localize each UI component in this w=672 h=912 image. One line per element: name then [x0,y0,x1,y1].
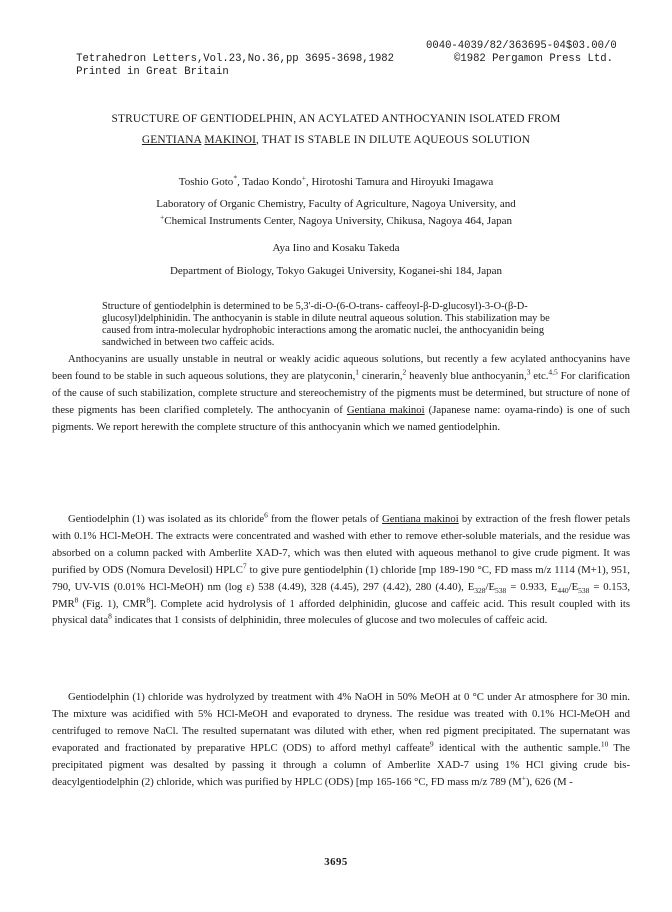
printed-note: Printed in Great Britain [76,66,229,78]
ref-6: 6 [264,510,268,520]
paragraph-1 [52,351,630,436]
ref-10: 10 [600,739,609,749]
body-text-run: ]. Complete acid hydrolysis of 1 afforded delphinidin, glucose and caffeic acid. This result coupled with its physical data [52,597,630,627]
title-species: MAKINOI [204,134,257,146]
paragraph-3 [52,689,630,790]
body-text-run: /E [485,580,496,593]
abstract: Structure of gentiodelphin is determined to be 5,3'-di-O-(6-O-trans- caffeoyl-β-D-glucosyl)-3-O-(β-D-glucosyl)delphinidin. The anthocyanin is stable in dilute neutral aqueous solution. This stabilization may be caused from intra-molecular hydrophobic interactions among the aromatic nuclei, the anthocyanidin being sandwiched in between two caffeic acids. [102,301,550,348]
body-text-run: Anthocyanins are usually unstable in neutral or weakly acidic aqueous solutions, but recently a few acylated anthocyanins have been found to be stable in such aqueous solutions, they are platyconin, [52,353,630,382]
body-text-run: indicates that 1 consists of delphinidin, three molecules of glucose and two molecules of caffeic acid. [111,614,548,627]
ref-4-5: 4,5 [548,367,558,377]
title-line-2-rest: , THAT IS STABLE IN DILUTE AQUEOUS SOLUTION [256,134,531,146]
ref-8a: 8 [74,594,79,604]
body-text-run: cinerarin, [359,369,403,382]
body-text-run: 538 [495,585,507,595]
dagger-mark-2: + [160,212,165,222]
ref-9: 9 [429,739,434,749]
paragraph-2 [52,511,630,629]
body-text-run: = 0.153, PMR [52,580,631,610]
author-rest: , Hirotoshi Tamura and Hiroyuki Imagawa [306,176,494,188]
ref-8b: 8 [146,594,151,604]
body-text-run: identical with the authentic sample. [433,741,601,754]
author-list-2: Aya Iino and Kosaku Takeda [272,242,400,254]
body-text-run: Gentiodelphin (1) chloride was hydrolyzed by treatment with 4% NaOH in 50% MeOH at 0 °C under Ar atmosphere for 30 min. The mixture was acidified with 5% HCl-MeOH and evaporated to dryness. The residue was treated with 0.1% HCl-MeOH and centrifuged to remove NaCl. The resulted supernatant was diluted with ether, when red pigment precipitated. The supernatant was evaporated and fractionated by preparative HPLC (ODS) to afford methyl caffeate [52,691,630,754]
ref-7: 7 [242,561,247,571]
title-line-2 [40,130,632,151]
body-text-run: The precipitated pigment was desalted by passing it through a column of Amberlite XAD-7 using 1% HCl giving crude bis-deacylgentiodelphin (2) chloride, which was purified by HPLC (ODS) [mp 165-166 °C, FD mass m/z 789 (M [52,741,630,788]
body-text-run: to give pure gentiodelphin (1) chloride [mp 189-190 °C, FD mass m/z 1114 (M+1), 951, 790, UV-VIS (0.01% HCl-MeOH) nm (log ε) 538 (4.49), 328 (4.45), 297 (4.42), 280 (4.40), E [52,563,630,593]
charge-mark: + [521,772,526,782]
body-text-run: (Fig. 1), CMR [78,597,147,610]
body-text-run: ), 626 (M - [525,775,573,788]
corresponding-mark: * [233,173,238,183]
journal-citation: Tetrahedron Letters,Vol.23,No.36,pp 3695-3698,1982 [76,53,395,65]
copyright-note: ©1982 Pergamon Press Ltd. [454,53,613,65]
ref-3: 3 [526,367,531,377]
body-text-run: (Japanese name: oyama-rindo) is one of such pigments. We report herewith the complete structure of this anthocyanin which we named gentiodelphin. [52,403,630,433]
body-text-run: etc. [530,369,549,382]
body-text-run: /E [568,580,579,593]
body-text-run: 440 [557,585,569,595]
genus-name: Gentiana makinoi [346,403,425,416]
ref-1: 1 [355,367,359,377]
body-text-run: from the flower petals of [267,513,383,525]
page-number: 3695 [324,856,348,868]
article-title [40,109,632,151]
genus-name-2: Gentiana makinoi [382,513,459,525]
affiliation-2 [40,214,632,228]
author-list [40,175,632,189]
author-kondo: , Tadao Kondo [237,176,302,188]
body-text-run: by extraction of the fresh flower petals with 0.1% HCl-MeOH. The extracts were concentrated and washed with ether to remove ether-soluble materials, and the residue was absorbed on a column packed with Amberlite XAD-7, which was then eluted with aqueous methanol to give crude pigment. It was purified by ODS (Nomura Develosil) HPLC [52,513,630,576]
ref-2: 2 [402,367,407,377]
body-text-run: = 0.933, E [506,580,558,593]
body-text-run: 328 [474,585,486,595]
running-header [38,40,638,78]
issn-code: 0040-4039/82/363695-04$03.00/0 [426,40,617,52]
body-text-run: heavenly blue anthocyanin, [406,369,527,382]
title-line-1: STRUCTURE OF GENTIODELPHIN, AN ACYLATED ANTHOCYANIN ISOLATED FROM [111,113,561,125]
affiliation-3: Department of Biology, Tokyo Gakugei University, Koganei-shi 184, Japan [169,265,503,277]
title-genus: GENTIANA [141,134,202,146]
author-goto: Toshio Goto [178,176,234,188]
affiliation-2-text: Chemical Instruments Center, Nagoya University, Chikusa, Nagoya 464, Japan [164,215,512,227]
ref-8c: 8 [108,611,112,621]
body-text-run: Gentiodelphin (1) was isolated as its chloride [68,513,265,525]
body-text-run: 538 [578,585,590,595]
affiliation-1: Laboratory of Organic Chemistry, Faculty of Agriculture, Nagoya University, and [156,198,516,210]
dagger-mark: + [301,173,307,183]
body-text-run: For clarification of the cause of such stabilization, complete structure and stereochemistry of the pigments must be determined, but structure of none of these pigments has been clarified completely. The anthocyanin of [52,369,630,416]
